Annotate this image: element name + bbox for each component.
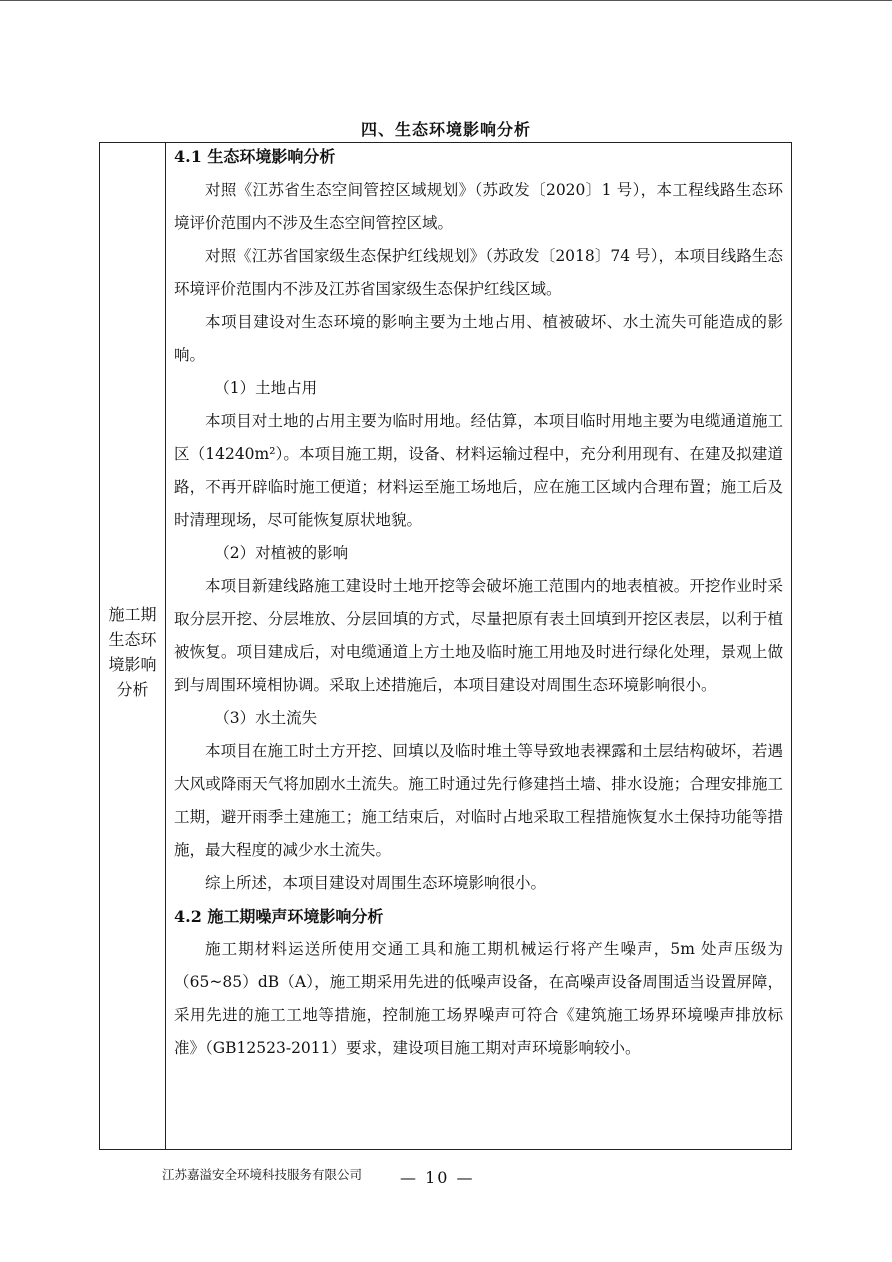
subheading-land-use: （1）土地占用: [214, 379, 318, 397]
paragraph: 本项目建设对生态环境的影响主要为土地占用、植被破坏、水土流失可能造成的影响。: [174, 313, 783, 364]
paragraph: 对照《江苏省生态空间管控区域规划》（苏政发〔2020〕1 号），本工程线路生态环境评价范围内不涉及生态空间管控区域。: [174, 181, 783, 232]
paragraph: 本项目新建线路施工建设时土地开挖等会破坏施工范围内的地表植被。开挖作业时采取分层开挖、分层堆放、分层回填的方式，尽量把原有表土回填到开挖区表层，以利于植被恢复。项目建成后，对电缆通道上方土地及临时施工用地及时进行绿化处理，景观上做到与周围环境相协调。采取上述措施后，本项目建设对周围生态环境影响很小。: [174, 577, 783, 694]
footer-company: 江苏嘉溢安全环境科技服务有限公司: [162, 1167, 363, 1182]
heading-4-1: 4.1 生态环境影响分析: [174, 147, 336, 166]
subheading-vegetation: （2）对植被的影响: [214, 544, 349, 562]
paragraph: 本项目在施工时土方开挖、回填以及临时堆土等导致地表裸露和土层结构破坏，若遇大风或降雨天气将加剧水土流失。施工时通过先行修建挡土墙、排水设施；合理安排施工工期，避开雨季土建施工；施工结束后，对临时占地采取工程措施恢复水土保持功能等措施，最大程度的减少水土流失。: [174, 742, 783, 859]
section-title: 四、生态环境影响分析: [360, 120, 531, 139]
paragraph: 对照《江苏省国家级生态保护红线规划》（苏政发〔2018〕74 号），本项目线路生态环境评价范围内不涉及江苏省国家级生态保护红线区域。: [174, 247, 783, 298]
paragraph: 综上所述，本项目建设对周围生态环境影响很小。: [205, 874, 547, 892]
left-column-label: 施工期生态环境影响分析: [108, 605, 157, 699]
subheading-soil-erosion: （3）水土流失: [214, 709, 318, 727]
left-column: [100, 143, 166, 1149]
heading-4-2: 4.2 施工期噪声环境影响分析: [174, 907, 384, 926]
paragraph: 本项目对土地的占用主要为临时用地。经估算，本项目临时用地主要为电缆通道施工区（14240m²）。本项目施工期，设备、材料运输过程中，充分利用现有、在建及拟建道路，不再开辟临时施工便道；材料运至施工场地后，应在施工区域内合理布置；施工后及时清理现场，尽可能恢复原状地貌。: [174, 412, 783, 529]
paragraph: 施工期材料运送所使用交通工具和施工期机械运行将产生噪声，5m 处声压级为（65~85）dB（A），施工期采用先进的低噪声设备，在高噪声设备周围适当设置屏障，采用先进的施工工地等措施，控制施工场界噪声可符合《建筑施工场界环境噪声排放标准》（GB12523-2011）要求，建设项目施工期对声环境影响较小。: [174, 940, 783, 1057]
top-rule: [0, 0, 892, 1]
content-cell: [174, 143, 783, 1065]
content-table: [99, 142, 792, 1150]
page-number: — 10 —: [400, 1168, 475, 1187]
